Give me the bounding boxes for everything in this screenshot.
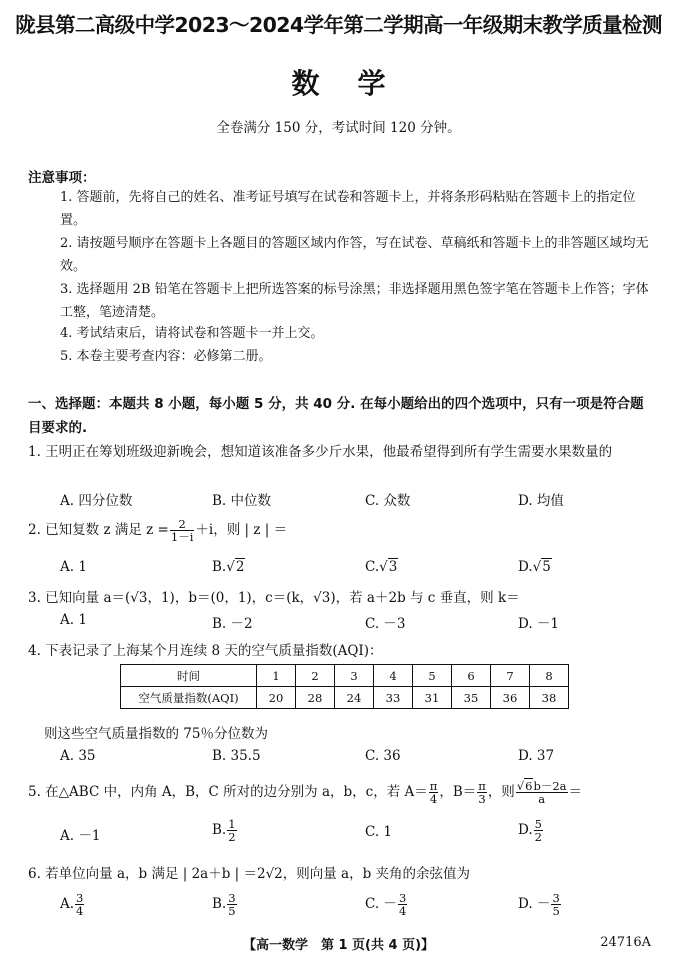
q3-option-c: C. －3 <box>365 616 406 632</box>
q2-option-b: B.√2 <box>212 559 245 575</box>
q2-pre: 2. 已知复数 z 满足 z = <box>28 522 169 538</box>
table-cell: 6 <box>452 665 491 687</box>
table-cell: 20 <box>257 687 296 709</box>
notice-item-2: 2. 请按题号顺序在答题卡上各题目的答题区域内作答，写在试卷、草稿纸和答题卡上的非答题区域均无效。 <box>60 236 649 274</box>
q6-option-c: C. － $\frac{3}{4}$ <box>365 891 407 918</box>
paper-code: 24716A <box>600 935 651 950</box>
q5-option-c: C. 1 <box>365 824 393 840</box>
question-6-options <box>60 891 660 922</box>
question-3-options <box>60 612 660 636</box>
q5-angle-a: $\frac{\pi}{4}$ <box>429 779 438 806</box>
q2-option-c: C.√3 <box>365 559 398 575</box>
table-cell: 35 <box>452 687 491 709</box>
q6-option-d: D. － $\frac{3}{5}$ <box>518 891 560 918</box>
table-row <box>121 665 569 687</box>
page-footer: 【高一数学 第 1 页(共 4 页)】 <box>242 938 435 953</box>
q6-option-a: A. $\frac{3}{4}$ <box>60 891 84 918</box>
table-cell: 2 <box>296 665 335 687</box>
q3-option-b: B. －2 <box>212 616 253 632</box>
question-4-followup: 则这些空气质量指数的 75％分位数为 <box>44 726 268 742</box>
table-cell: 4 <box>374 665 413 687</box>
aqi-table <box>120 664 569 709</box>
question-1-options <box>60 489 660 513</box>
table-cell: 38 <box>530 687 569 709</box>
q5-option-d: D. $\frac{5}{2}$ <box>518 817 542 844</box>
q4-option-a: A. 35 <box>60 748 96 764</box>
table-cell: 8 <box>530 665 569 687</box>
question-5-stem: 5. 在△ABC 中，内角 A，B，C 所对的边分别为 a，b，c，若 A＝ $\frac{\pi}{4}$ ，B＝ $\frac{\pi}{3}$ ，则 $\frac{√6b-2a}{a}$ ＝ <box>28 779 583 806</box>
q2-post: ＋i，则 | z | ＝ <box>195 522 288 538</box>
q1-option-c: C. 众数 <box>365 493 411 509</box>
notice-item-5: 5. 本卷主要考查内容：必修第二册。 <box>60 349 272 364</box>
q4-option-d: D. 37 <box>518 748 555 764</box>
question-4-stem: 4. 下表记录了上海某个月连续 8 天的空气质量指数(AQI)： <box>28 643 383 659</box>
table-cell: 31 <box>413 687 452 709</box>
table-cell: 28 <box>296 687 335 709</box>
exam-title: 陇县第二高级中学2023～2024学年第二学期高一年级期末教学质量检测 <box>15 13 662 37</box>
question-2-options <box>60 559 660 583</box>
q2-fraction: $\frac{2}{1-i}$ <box>170 517 194 544</box>
table-cell: 5 <box>413 665 452 687</box>
question-1-stem: 1. 王明正在筹划班级迎新晚会，想知道该准备多少斤水果，他最希望得到所有学生需要水果数量的 <box>28 444 613 460</box>
table-cell: 3 <box>335 665 374 687</box>
question-6-stem: 6. 若单位向量 a，b 满足 | 2a＋b | ＝2√2，则向量 a，b 夹角的余弦值为 <box>28 866 471 882</box>
q1-option-a: A. 四分位数 <box>60 493 133 509</box>
table-cell: 1 <box>257 665 296 687</box>
question-3-stem: 3. 已知向量 a＝(√3，1)，b＝(0，1)，c＝(k，√3)，若 a＋2b 与 c 垂直，则 k＝ <box>28 590 520 606</box>
q5-expression: $\frac{√6b-2a}{a}$ <box>516 779 567 806</box>
q3-option-a: A. 1 <box>60 612 87 628</box>
question-2-stem <box>28 518 658 543</box>
question-4-options <box>60 748 660 772</box>
q1-option-d: D. 均值 <box>518 493 564 509</box>
q5-angle-b: $\frac{\pi}{3}$ <box>478 779 486 806</box>
notice-item-4: 4. 考试结束后，请将试卷和答题卡一并上交。 <box>60 326 324 341</box>
table-cell: 7 <box>491 665 530 687</box>
q2-option-a: A. 1 <box>60 559 87 575</box>
q6-option-b: B. $\frac{3}{5}$ <box>212 891 236 918</box>
exam-info: 全卷满分 150 分，考试时间 120 分钟。 <box>216 120 461 136</box>
q3-option-d: D. －1 <box>518 616 560 632</box>
q1-option-b: B. 中位数 <box>212 493 272 509</box>
q4-option-c: C. 36 <box>365 748 401 764</box>
table-cell: 33 <box>374 687 413 709</box>
question-5-options <box>60 817 660 848</box>
q5-option-b: B. $\frac{1}{2}$ <box>212 817 236 844</box>
table-cell: 36 <box>491 687 530 709</box>
table-cell: 24 <box>335 687 374 709</box>
notice-item-3: 3. 选择题用 2B 铅笔在答题卡上把所选答案的标号涂黑；非选择题用黑色签字笔在答题卡上作答；字体工整，笔迹清楚。 <box>60 282 649 320</box>
table-header-cell: 空气质量指数(AQI) <box>121 687 257 709</box>
notice-item-1: 1. 答题前，先将自己的姓名、准考证号填写在试卷和答题卡上，并将条形码粘贴在答题卡上的指定位置。 <box>60 190 636 228</box>
q4-option-b: B. 35.5 <box>212 748 261 764</box>
notice-title: 注意事项： <box>28 170 96 186</box>
subject-title: 数学 <box>291 67 424 100</box>
table-row <box>121 687 569 709</box>
section-heading: 一、选择题：本题共 8 小题，每小题 5 分，共 40 分. 在每小题给出的四个选项中，只有一项是符合题目要求的. <box>28 396 644 436</box>
table-header-cell: 时间 <box>121 665 257 687</box>
q5-option-a: A. －1 <box>60 828 101 844</box>
q2-option-d: D.√5 <box>518 559 551 575</box>
